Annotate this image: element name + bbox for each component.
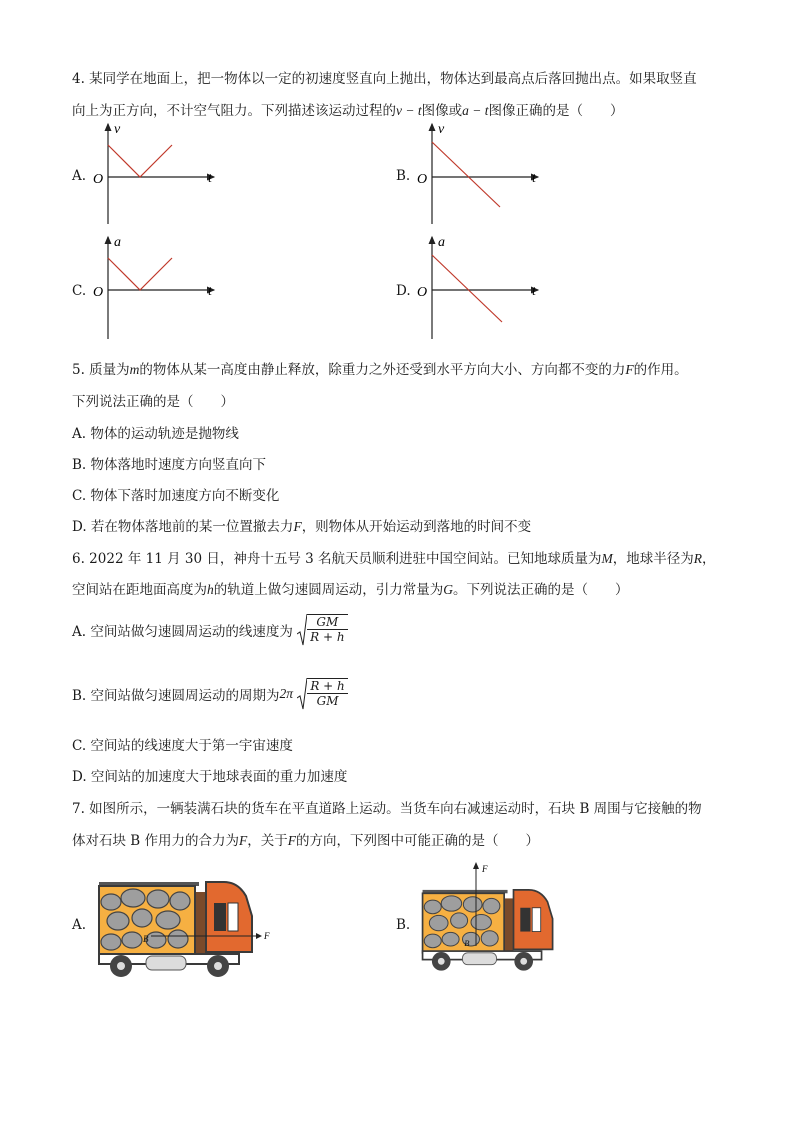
x-label: t <box>532 171 536 186</box>
arrowhead-icon <box>473 862 479 869</box>
q6-option-b[interactable]: B. 空间站做匀速圆周运动的周期为2π $\frac{R + h}{GM}$ <box>72 678 348 710</box>
graph-line <box>432 142 500 207</box>
q6-line1: 6. 2022 年 11 月 30 日，神舟十五号 3 名航天员顺利进驻中国空间站。已知地球质量为M，地球半径为R， <box>72 551 716 567</box>
y-label: v <box>114 122 121 137</box>
q4-option-b-letter[interactable]: B. <box>396 168 411 184</box>
x-label: t <box>208 171 212 186</box>
q7-option-b-letter[interactable]: B. <box>396 917 411 933</box>
q6-option-d[interactable]: D. 空间站的加速度大于地球表面的重力加速度 <box>72 769 348 785</box>
truck-icon <box>99 882 252 977</box>
origin-label: O <box>93 172 104 187</box>
q7-truck-a <box>96 868 286 980</box>
q4-option-c-letter[interactable]: C. <box>72 283 87 299</box>
radical-sign-icon <box>297 614 307 646</box>
y-label: v <box>438 122 445 137</box>
q4-graph-c <box>88 233 228 343</box>
radical-sign-icon <box>297 678 307 710</box>
x-label: t <box>532 284 536 299</box>
q5-option-d[interactable]: D. 若在物体落地前的某一位置撤去力F，则物体从开始运动到落地的时间不变 <box>72 519 532 535</box>
sqrt-expression-b: $\frac{R + h}{GM}$ <box>297 678 347 710</box>
stone-b-label: B <box>143 934 149 944</box>
origin-label: O <box>93 285 104 300</box>
q5-option-b[interactable]: B. 物体落地时速度方向竖直向下 <box>72 457 267 473</box>
q4-option-a-letter[interactable]: A. <box>72 168 87 184</box>
force-label: F <box>482 864 488 874</box>
graph-line <box>108 258 172 290</box>
origin-label: O <box>417 172 428 187</box>
q7-line1: 7. 如图所示，一辆装满石块的货车在平直道路上运动。当货车向右减速运动时，石块 B 周围与它接触的物 <box>72 801 702 817</box>
q5-option-a[interactable]: A. 物体的运动轨迹是抛物线 <box>72 426 239 442</box>
y-label: a <box>114 235 121 250</box>
truck-icon <box>423 890 553 971</box>
q6-option-a[interactable]: A. 空间站做匀速圆周运动的线速度为 $\frac{GM}{R + h}$ <box>72 614 348 646</box>
q4-graph-d <box>412 233 552 343</box>
q4-graph-a <box>88 120 228 230</box>
stone-b-label: B <box>464 938 470 948</box>
q7-option-a-letter[interactable]: A. <box>72 917 87 933</box>
graph-line <box>108 145 172 177</box>
q5-line2: 下列说法正确的是（ ） <box>72 394 234 410</box>
arrowhead-icon <box>256 933 262 939</box>
graph-line <box>432 255 502 322</box>
q4-line2: 向上为正方向，不计空气阻力。下列描述该运动过程的v − t图像或a − t图像正确的是（ ） <box>72 103 624 119</box>
q4-graph-b <box>412 120 552 230</box>
origin-label: O <box>417 285 428 300</box>
y-label: a <box>438 235 445 250</box>
q4-option-d-letter[interactable]: D. <box>396 283 411 299</box>
q7-truck-b <box>420 860 580 980</box>
x-label: t <box>208 284 212 299</box>
force-label: F <box>264 931 270 941</box>
q4-line1: 4. 某同学在地面上，把一物体以一定的初速度竖直向上抛出，物体达到最高点后落回抛出点。如果取竖直 <box>72 71 697 87</box>
q6-line2: 空间站在距地面高度为h的轨道上做匀速圆周运动，引力常量为G。下列说法正确的是（ ） <box>72 582 629 598</box>
q5-option-c[interactable]: C. 物体下落时加速度方向不断变化 <box>72 488 280 504</box>
q5-line1: 5. 质量为m的物体从某一高度由静止释放，除重力之外还受到水平方向大小、方向都不变的力F的作用。 <box>72 362 688 378</box>
q6-option-c[interactable]: C. 空间站的线速度大于第一宇宙速度 <box>72 738 293 754</box>
q7-line2: 体对石块 B 作用力的合力为F，关于F的方向，下列图中可能正确的是（ ） <box>72 833 540 849</box>
sqrt-expression-a: $\frac{GM}{R + h}$ <box>297 614 347 646</box>
